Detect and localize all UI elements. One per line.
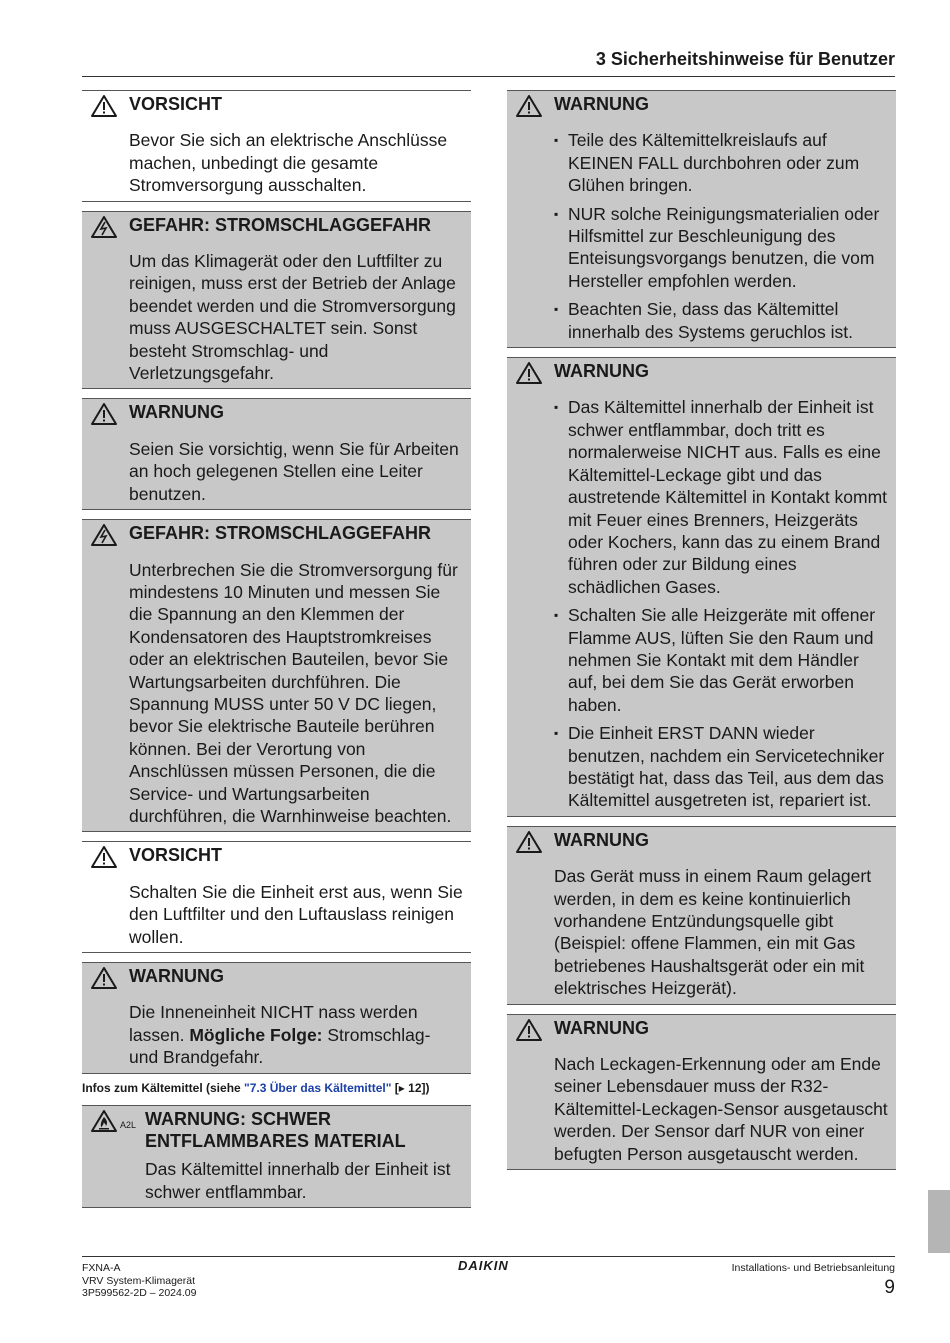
warning-box-sensor: [507, 1014, 896, 1170]
bullet-list: [554, 129, 888, 343]
list-item: ▪ NUR solche Reinigungsmaterialien oder Hilfsmittel zur Beschleunigung des Enteisungsvorgangs benutzen, die vom Hersteller empfohlen werden.: [554, 203, 888, 293]
box-text: Schalten Sie die Einheit erst aus, wenn Sie den Luftfilter und den Luftauslass reinigen wollen.: [129, 881, 463, 947]
warning-triangle-icon: [90, 844, 129, 874]
box-title: VORSICHT: [129, 845, 223, 866]
warning-triangle-icon: [90, 401, 129, 431]
list-item: ▪ Schalten Sie alle Heizgeräte mit offener Flamme AUS, lüften Sie den Raum und nehmen Sie Kontakt mit dem Händler auf, bei dem Sie das Gerät erworben haben.: [554, 604, 888, 716]
page-number: 9: [884, 1276, 895, 1298]
electric-hazard-icon: [90, 522, 129, 552]
chapter-tab: [928, 1190, 950, 1253]
refrigerant-info-line: Infos zum Kältemittel (siehe "7.3 Über das Kältemittel" [▸ 12]): [82, 1080, 430, 1095]
box-title: WARNUNG: [554, 829, 649, 850]
box-text: Das Gerät muss in einem Raum gelagert werden, in dem es keine kontinuierlich vorhandene Entzündungsquelle gibt (Beispiel: offene Flammen, ein mit Gas betriebenes Haushaltsgerät oder ein mit elektrisches Heizgerät).: [554, 866, 872, 999]
electric-hazard-icon: [90, 214, 129, 244]
box-title: WARNUNG: [129, 966, 224, 986]
box-text: Bevor Sie sich an elektrische Anschlüsse machen, unbedingt die gesamte Stromversorgung ausschalten.: [129, 130, 448, 196]
warning-box-leakage: [507, 357, 896, 817]
warning-triangle-icon: [515, 360, 554, 390]
box-text: Das Kältemittel innerhalb der Einheit ist schwer entflammbar.: [145, 1159, 451, 1202]
consequence-label: Mögliche Folge:: [189, 1024, 323, 1045]
left-column: [82, 90, 471, 1217]
box-text: Nach Leckagen-Erkennung oder am Ende seiner Lebensdauer muss der R32-Kältemittel-Leckagen-Sensor ausgetauscht werden. Der Sensor darf NUR von einer befugten Person ausgetauscht werden.: [554, 1054, 888, 1164]
list-item: ▪ Beachten Sie, dass das Kältemittel innerhalb des Systems geruchlos ist.: [554, 298, 888, 343]
flammable-icon: [90, 1109, 118, 1138]
warning-box-flammable: [82, 1105, 471, 1209]
box-title: GEFAHR: STROMSCHLAGGEFAHR: [129, 214, 432, 235]
box-title: WARNUNG: [554, 94, 649, 114]
warning-triangle-icon: [515, 93, 554, 123]
caution-box-disconnect: [82, 90, 471, 202]
footer-manual-title: Installations- und Betriebsanleitung: [731, 1262, 895, 1274]
box-title: GEFAHR: STROMSCHLAGGEFAHR: [129, 523, 432, 544]
footer-divider: [82, 1256, 895, 1257]
warning-box-storage: [507, 826, 896, 1005]
footer-product-info: [82, 1262, 196, 1300]
a2l-label: A2L: [120, 1119, 137, 1130]
danger-box-cleaning: [82, 211, 471, 390]
box-title: WARNUNG: [129, 402, 224, 423]
footer-manual-info: [732, 1262, 895, 1299]
bullet-list: [554, 396, 888, 811]
warning-triangle-icon: [90, 965, 129, 995]
warning-box-ladder: [82, 398, 471, 510]
daikin-logo: DAIKIN: [458, 1258, 509, 1273]
footer-doc-code: 3P599562-2D – 2024.09: [82, 1287, 197, 1299]
caution-box-filter: [82, 841, 471, 953]
right-column: [507, 90, 896, 1179]
section-link[interactable]: "7.3 Über das Kältemittel": [244, 1080, 392, 1095]
box-text: Unterbrechen Sie die Stromversorgung für mindestens 10 Minuten und messen Sie die Spannung an den Klemmen der Kondensatoren des Hauptstromkreises oder an elektrischen Bauteilen, bevor Sie Wartungsarbeiten durchführen. Die Spannung MUSS unter 50 V DC liegen, bevor Sie elektrische Bauteile berühren können. Bei der Verortung von Anschlüssen müssen Personen, die die Service- und Wartungsarbeiten durchführen, die Warnhinweise beachten.: [129, 559, 458, 826]
warning-box-refrigerant-circuit: [507, 90, 896, 348]
footer-model: FXNA-A: [82, 1262, 121, 1274]
warning-box-wet: [82, 962, 471, 1074]
warning-triangle-icon: [515, 1017, 554, 1047]
header-divider: [82, 76, 895, 77]
footer-product: VRV System-Klimagerät: [82, 1274, 196, 1287]
box-title: VORSICHT: [129, 94, 223, 114]
section-title: 3 Sicherheitshinweise für Benutzer: [595, 49, 895, 69]
danger-box-capacitors: [82, 519, 471, 832]
box-text: Um das Klimagerät oder den Luftfilter zu reinigen, muss erst der Betrieb der Anlage beendet werden und die Stromversorgung muss AUSGESCHALTET sein. Sonst besteht Stromschlag- und Verletzungsgefahr.: [129, 251, 456, 384]
warning-triangle-icon: [515, 829, 554, 859]
list-item: ▪ Die Einheit ERST DANN wieder benutzen, nachdem ein Servicetechniker bestätigt hat, dass das Teil, aus dem das Kältemittel ausgetreten ist, repariert ist.: [554, 722, 888, 812]
box-title: WARNUNG: SCHWER ENTFLAMMBARES MATERIAL: [145, 1108, 406, 1152]
box-text: Seien Sie vorsichtig, wenn Sie für Arbeiten an hoch gelegenen Stellen eine Leiter benutzen.: [129, 438, 459, 504]
list-item: ▪ Teile des Kältemittelkreislaufs auf KEINEN FALL durchbohren oder zum Glühen bringen.: [554, 129, 888, 196]
box-title: WARNUNG: [554, 361, 649, 382]
box-text: Die Inneneinheit NICHT nass werden lassen. Mögliche Folge: Stromschlag- und Brandgefahr.: [129, 1002, 431, 1068]
warning-triangle-icon: [90, 93, 129, 123]
list-item: ▪ Das Kältemittel innerhalb der Einheit ist schwer entflammbar, doch tritt es normalerweise NICHT aus. Falls es eine Kältemittel-Leckage gibt und das austretende Kältemittel in Kontakt kommt mit Feuer eines Brenners, Heizgeräts oder Kochers, kann das zu einem Brand führen oder zur Bildung eines schädlichen Gases.: [554, 396, 888, 598]
box-title: WARNUNG: [554, 1017, 649, 1038]
